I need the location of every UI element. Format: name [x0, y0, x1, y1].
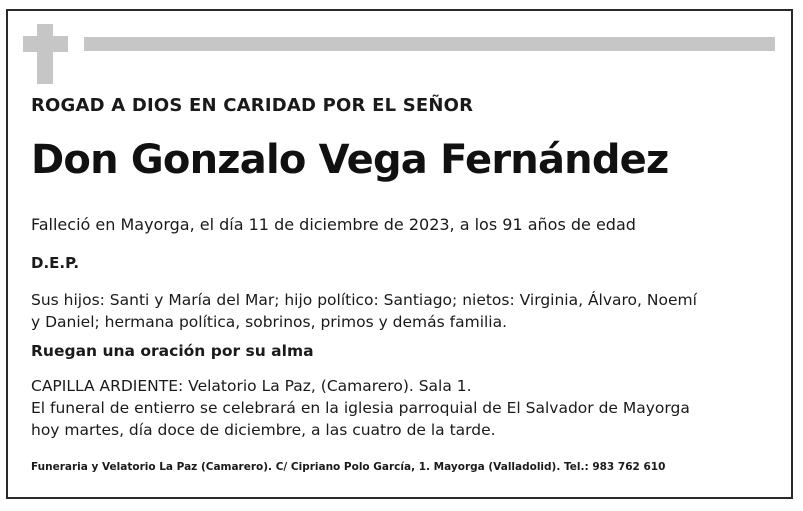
family-list	[31, 289, 771, 333]
family-line: Sus hijos: Santi y María del Mar; hijo político: Santiago; nietos: Virginia, Álvaro, Noemí	[31, 291, 697, 309]
notice-header: ROGAD A DIOS EN CARIDAD POR EL SEÑOR	[31, 95, 474, 116]
funeral-home-footer: Funeraria y Velatorio La Paz (Camarero). C/ Cipriano Polo García, 1. Mayorga (Valladolid). Tel.: 983 762 610	[31, 461, 666, 473]
funeral-line: CAPILLA ARDIENTE: Velatorio La Paz, (Camarero). Sala 1.	[31, 377, 472, 395]
dep-abbreviation: D.E.P.	[31, 254, 80, 272]
cross-icon-arm	[23, 36, 68, 52]
funeral-line: hoy martes, día doce de diciembre, a las cuatro de la tarde.	[31, 421, 496, 439]
deceased-name: Don Gonzalo Vega Fernández	[31, 137, 669, 183]
death-details: Falleció en Mayorga, el día 11 de diciembre de 2023, a los 91 años de edad	[31, 215, 636, 234]
decorative-bar	[84, 37, 775, 51]
prayer-request: Ruegan una oración por su alma	[31, 342, 314, 360]
funeral-line: El funeral de entierro se celebrará en la iglesia parroquial de El Salvador de Mayorga	[31, 399, 690, 417]
cross-icon	[37, 24, 53, 84]
family-line: y Daniel; hermana política, sobrinos, primos y demás familia.	[31, 313, 508, 331]
funeral-details	[31, 375, 776, 441]
